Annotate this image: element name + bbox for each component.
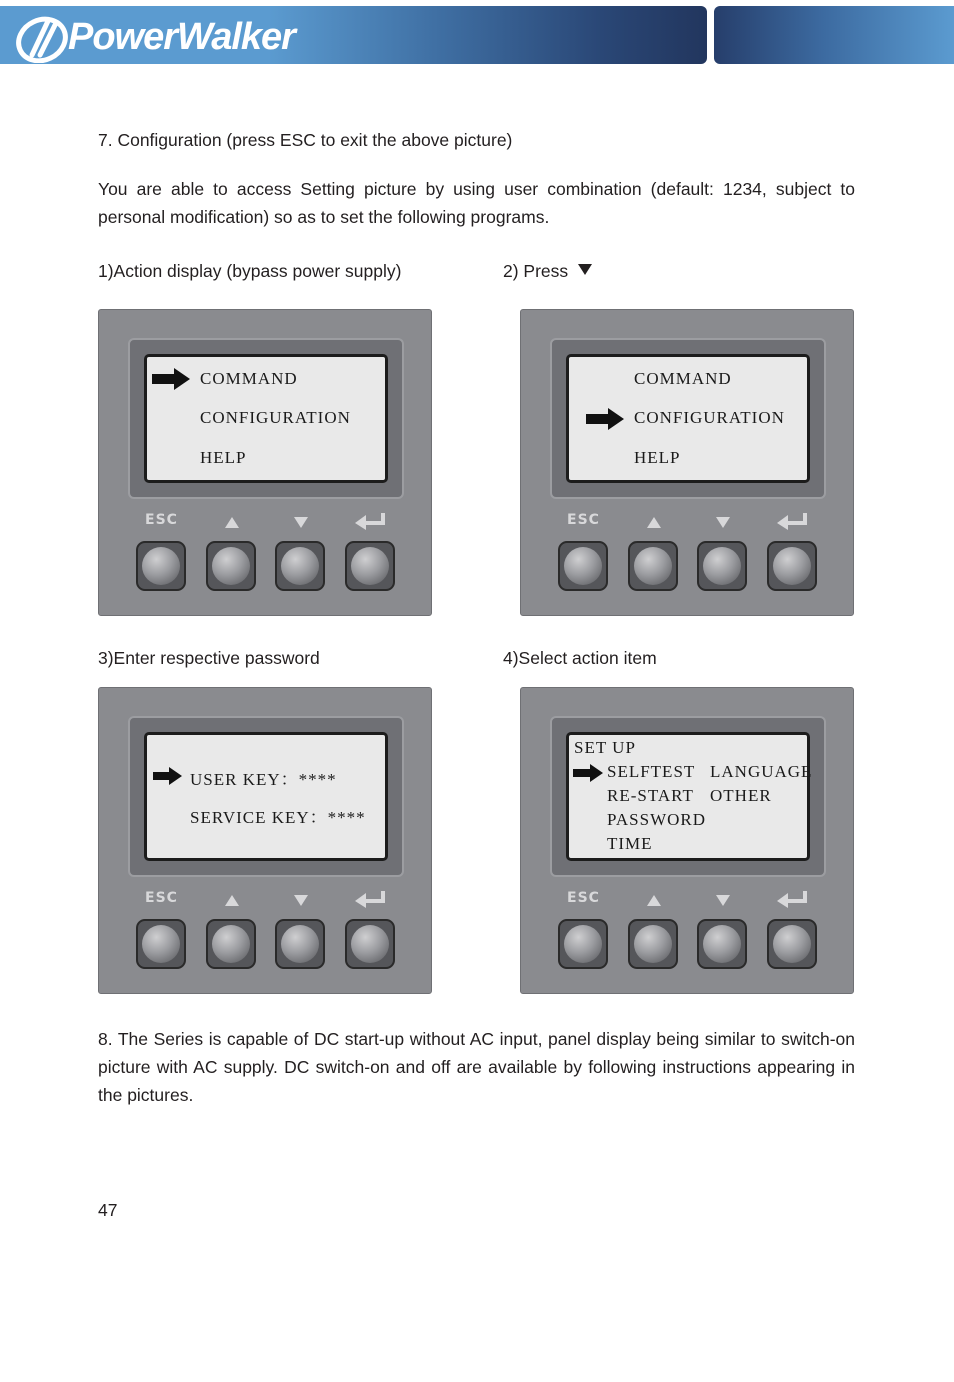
selection-arrow-icon	[153, 767, 182, 785]
enter-icon	[777, 512, 809, 530]
selection-arrow-icon	[573, 764, 603, 782]
lcd-frame	[128, 338, 404, 499]
page-number: 47	[98, 1200, 118, 1220]
menu-command: COMMAND	[200, 369, 298, 388]
enter-icon	[355, 890, 387, 908]
enter-button[interactable]	[345, 919, 395, 969]
panel-password	[98, 687, 432, 994]
panel-setup	[520, 687, 854, 994]
esc-button[interactable]	[136, 541, 186, 591]
menu-configuration: CONFIGURATION	[634, 408, 785, 427]
esc-label: ESC	[567, 890, 600, 906]
up-triangle-icon	[224, 516, 240, 529]
esc-label: ESC	[145, 890, 178, 906]
selection-arrow-icon	[586, 408, 624, 430]
caption-4: 4)Select action item	[503, 648, 657, 668]
up-triangle-icon	[646, 894, 662, 907]
brand-name: PowerWalker	[68, 16, 295, 58]
lcd-frame	[550, 338, 826, 499]
enter-button[interactable]	[767, 541, 817, 591]
down-button[interactable]	[275, 919, 325, 969]
menu-help: HELP	[634, 448, 681, 467]
caption-2	[503, 257, 593, 285]
down-triangle-icon	[293, 516, 309, 529]
down-button[interactable]	[275, 541, 325, 591]
esc-button[interactable]	[136, 919, 186, 969]
down-triangle-icon	[293, 894, 309, 907]
up-button[interactable]	[206, 541, 256, 591]
esc-label: ESC	[145, 512, 178, 528]
selection-arrow-icon	[152, 368, 190, 390]
menu-help: HELP	[200, 448, 247, 467]
intro-paragraph: You are able to access Setting picture by using user combination (default: 1234, subject to personal modification) so as to set the following programs.	[98, 179, 855, 227]
esc-button[interactable]	[558, 919, 608, 969]
down-button[interactable]	[697, 541, 747, 591]
panel-action-display	[98, 309, 432, 616]
caption-2-text: 2) Press	[503, 261, 569, 281]
enter-icon	[777, 890, 809, 908]
header-banner	[0, 6, 707, 64]
up-button[interactable]	[628, 919, 678, 969]
esc-button[interactable]	[558, 541, 608, 591]
down-triangle-icon	[577, 263, 593, 276]
section-8-paragraph: 8. The Series is capable of DC start-up without AC input, panel display being similar to switch-on picture with AC supply. DC switch-on and off are available by following instructions appearing in the pictures.	[98, 1029, 855, 1105]
menu-password: PASSWORD	[607, 810, 707, 829]
lcd-screen	[144, 732, 388, 861]
menu-language: LANGUAGE	[710, 762, 813, 781]
menu-restart: RE-START	[607, 786, 694, 805]
panel-press-down	[520, 309, 854, 616]
up-button[interactable]	[628, 541, 678, 591]
menu-other: OTHER	[710, 786, 772, 805]
down-button[interactable]	[697, 919, 747, 969]
lcd-screen	[566, 732, 813, 861]
enter-icon	[355, 512, 387, 530]
menu-time: TIME	[607, 834, 653, 853]
down-triangle-icon	[715, 516, 731, 529]
powerwalker-logo-icon	[14, 15, 72, 63]
section-heading: 7. Configuration (press ESC to exit the above picture)	[98, 130, 513, 150]
service-key-field: SERVICE KEY：****	[190, 808, 366, 827]
user-key-field: USER KEY：****	[190, 770, 337, 789]
enter-button[interactable]	[767, 919, 817, 969]
menu-selftest: SELFTEST	[607, 762, 696, 781]
lcd-frame	[128, 716, 404, 877]
esc-label: ESC	[567, 512, 600, 528]
header-banner-right	[714, 6, 954, 64]
caption-1: 1)Action display (bypass power supply)	[98, 261, 402, 281]
down-triangle-icon	[715, 894, 731, 907]
lcd-frame	[550, 716, 826, 877]
menu-configuration: CONFIGURATION	[200, 408, 351, 427]
setup-title: SET UP	[574, 738, 636, 757]
menu-command: COMMAND	[634, 369, 732, 388]
enter-button[interactable]	[345, 541, 395, 591]
up-triangle-icon	[646, 516, 662, 529]
caption-3: 3)Enter respective password	[98, 648, 320, 668]
up-button[interactable]	[206, 919, 256, 969]
lcd-screen	[144, 354, 388, 483]
lcd-screen	[566, 354, 810, 483]
up-triangle-icon	[224, 894, 240, 907]
